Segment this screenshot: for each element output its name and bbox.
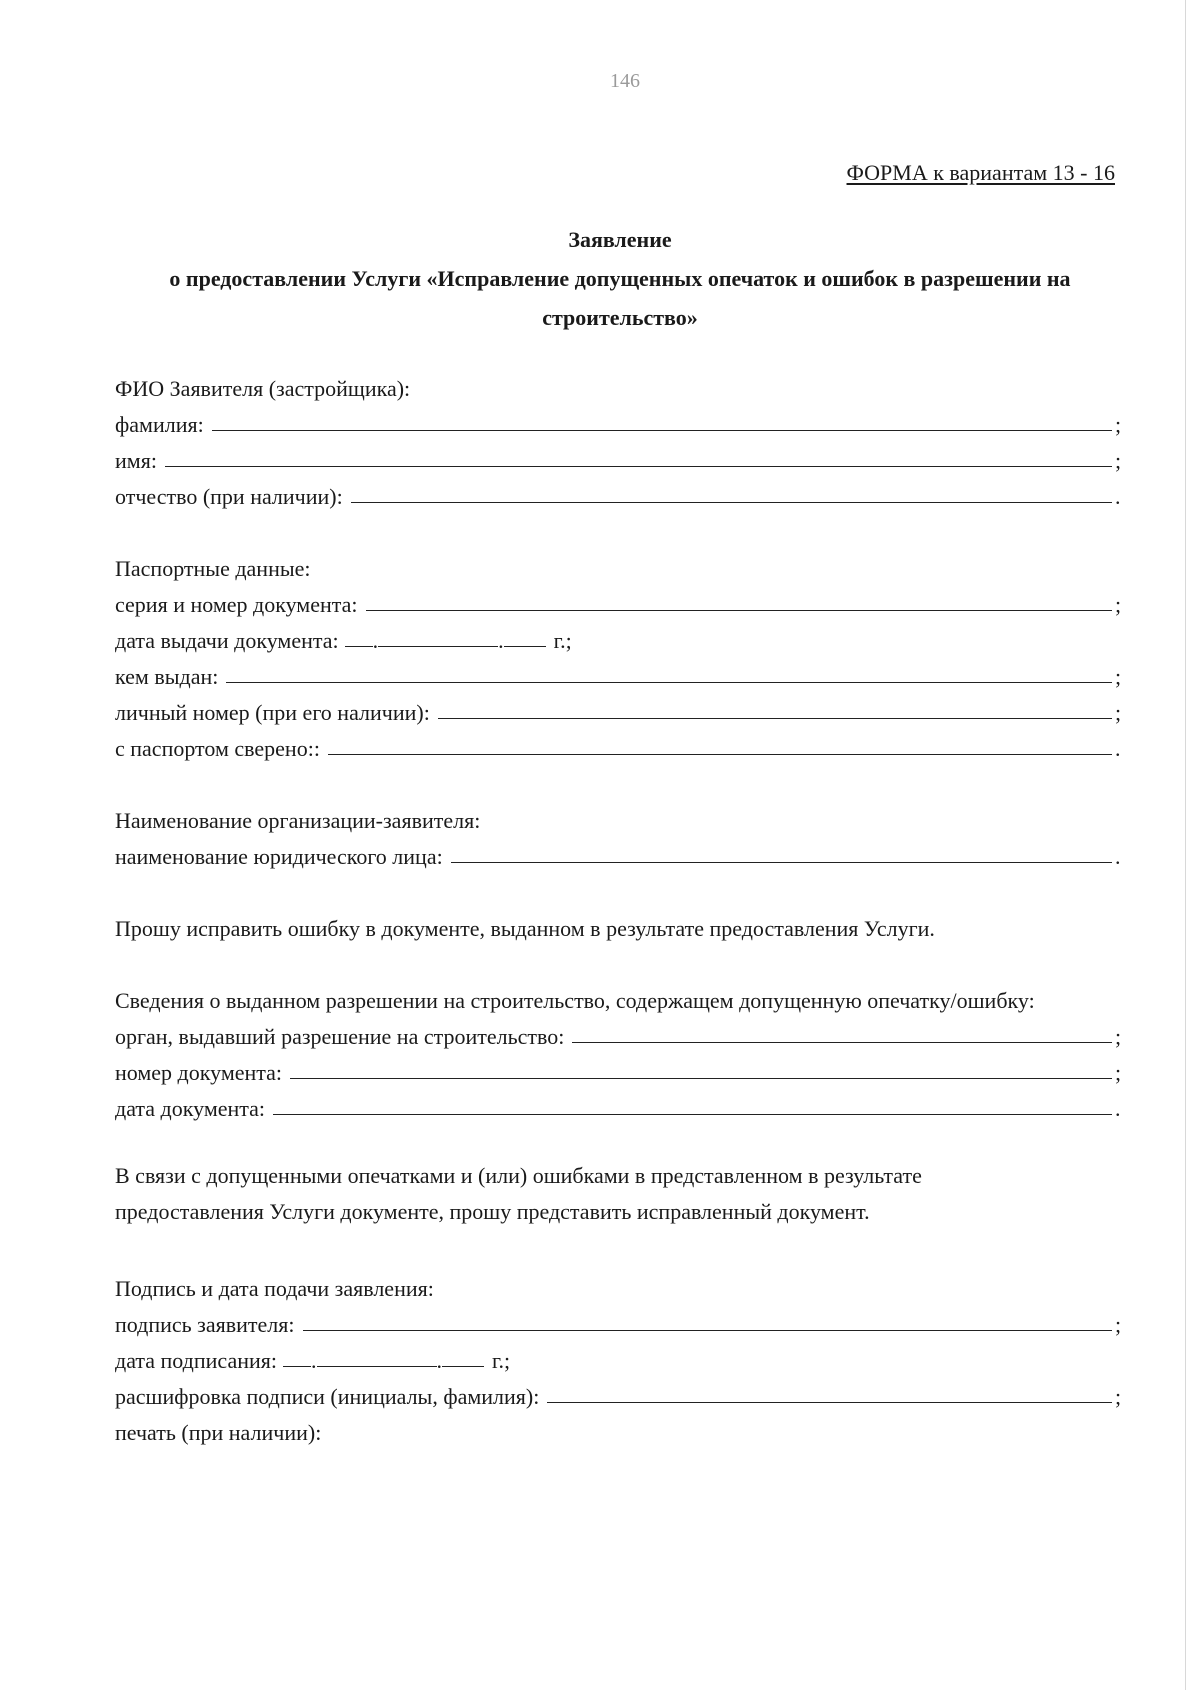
issued-by-label: кем выдан:: [115, 664, 219, 689]
signature-end-mark: ;: [1115, 1312, 1122, 1337]
stamp-label: печать (при наличии):: [115, 1420, 322, 1445]
permit-date-row: [115, 1086, 1125, 1122]
personal-number-end-mark: ;: [1115, 700, 1122, 725]
signature-label: подпись заявителя:: [115, 1312, 295, 1337]
permit-authority-end-mark: ;: [1115, 1024, 1122, 1049]
name-row: [115, 438, 1125, 474]
form-body: [115, 366, 1125, 1446]
personal-number-label: личный номер (при его наличии):: [115, 700, 430, 725]
personal-number-row: [115, 690, 1125, 726]
issue-year-suffix: г.;: [553, 628, 572, 653]
issue-year-field[interactable]: [504, 645, 546, 647]
issue-day-field[interactable]: [345, 645, 373, 647]
patronymic-label: отчество (при наличии):: [115, 484, 343, 509]
surname-field[interactable]: [212, 429, 1112, 431]
permit-date-end-mark: .: [1115, 1096, 1121, 1121]
permit-authority-field[interactable]: [572, 1041, 1112, 1043]
sign-date-sep-2: .: [436, 1348, 442, 1373]
name-label: имя:: [115, 448, 157, 473]
sign-date-sep-1: .: [311, 1348, 317, 1373]
permit-number-row: [115, 1050, 1125, 1086]
passport-series-field[interactable]: [366, 609, 1112, 611]
issued-by-row: [115, 654, 1125, 690]
organization-heading: Наименование организации-заявителя:: [115, 808, 481, 833]
sign-month-field[interactable]: [317, 1365, 437, 1367]
permit-number-label: номер документа:: [115, 1060, 283, 1085]
signature-decoding-row: [115, 1374, 1125, 1410]
passport-verified-label: с паспортом сверено::: [115, 736, 320, 761]
signature-field[interactable]: [303, 1329, 1112, 1331]
request-text: Прошу исправить ошибку в документе, выданном в результате предоставления Услуги.: [115, 916, 935, 941]
passport-series-end-mark: ;: [1115, 592, 1122, 617]
signature-heading: Подпись и дата подачи заявления:: [115, 1276, 434, 1301]
signature-decoding-label: расшифровка подписи (инициалы, фамилия):: [115, 1384, 540, 1409]
legal-name-end-mark: .: [1115, 844, 1121, 869]
personal-number-field[interactable]: [438, 717, 1112, 719]
passport-series-label: серия и номер документа:: [115, 592, 358, 617]
issued-by-field[interactable]: [226, 681, 1112, 683]
title-line-3: строительство»: [542, 305, 698, 330]
patronymic-field[interactable]: [351, 501, 1112, 503]
permit-authority-row: [115, 1014, 1125, 1050]
passport-verified-field[interactable]: [328, 753, 1112, 755]
sign-year-suffix: г.;: [492, 1348, 511, 1373]
issued-by-end-mark: ;: [1115, 664, 1122, 689]
page-number: 146: [610, 70, 640, 92]
title-line-2: о предоставлении Услуги «Исправление допущенных опечаток и ошибок в разрешении на: [169, 266, 1071, 291]
permit-date-label: дата документа:: [115, 1096, 266, 1121]
document-title: [110, 220, 1130, 337]
surname-row: [115, 402, 1125, 438]
patronymic-row: [115, 474, 1125, 510]
permit-number-field[interactable]: [290, 1077, 1112, 1079]
scan-edge-line: [1185, 0, 1186, 1690]
legal-name-label: наименование юридического лица:: [115, 844, 443, 869]
patronymic-end-mark: .: [1115, 484, 1121, 509]
passport-issue-date-label: дата выдачи документа:: [115, 628, 339, 653]
applicant-heading: ФИО Заявителя (застройщика):: [115, 376, 411, 401]
issue-date-sep-1: .: [372, 628, 379, 653]
passport-verified-row: [115, 726, 1125, 762]
passport-issue-date-row: [115, 618, 1125, 654]
sign-date-row: [115, 1338, 1125, 1374]
passport-verified-end-mark: .: [1115, 736, 1121, 761]
sign-date-label: дата подписания:: [115, 1348, 277, 1373]
surname-end-mark: ;: [1115, 412, 1122, 437]
title-line-1: Заявление: [568, 227, 672, 252]
signature-row: [115, 1302, 1125, 1338]
issue-month-field[interactable]: [378, 645, 498, 647]
form-reference: ФОРМА к вариантам 13 - 16: [846, 160, 1115, 185]
passport-series-row: [115, 582, 1125, 618]
signature-decoding-end-mark: ;: [1115, 1384, 1122, 1409]
name-end-mark: ;: [1115, 448, 1122, 473]
signature-decoding-field[interactable]: [547, 1401, 1112, 1403]
permit-heading: Сведения о выданном разрешении на строительство, содержащем допущенную опечатку/ошибку:: [115, 988, 1035, 1013]
passport-heading: Паспортные данные:: [115, 556, 311, 581]
legal-name-field[interactable]: [451, 861, 1112, 863]
permit-date-field[interactable]: [273, 1113, 1112, 1115]
sign-year-field[interactable]: [442, 1365, 484, 1367]
correction-text: В связи с допущенными опечатками и (или) ошибками в представленном в результате предоставления Услуги документе, прошу представить исправленный документ.: [115, 1163, 922, 1224]
name-field[interactable]: [165, 465, 1112, 467]
legal-name-row: [115, 834, 1125, 870]
sign-day-field[interactable]: [283, 1365, 311, 1367]
surname-label: фамилия:: [115, 412, 204, 437]
permit-number-end-mark: ;: [1115, 1060, 1122, 1085]
stamp-row: [115, 1410, 1125, 1446]
issue-date-sep-2: .: [498, 628, 504, 653]
permit-authority-label: орган, выдавший разрешение на строительство:: [115, 1024, 565, 1049]
